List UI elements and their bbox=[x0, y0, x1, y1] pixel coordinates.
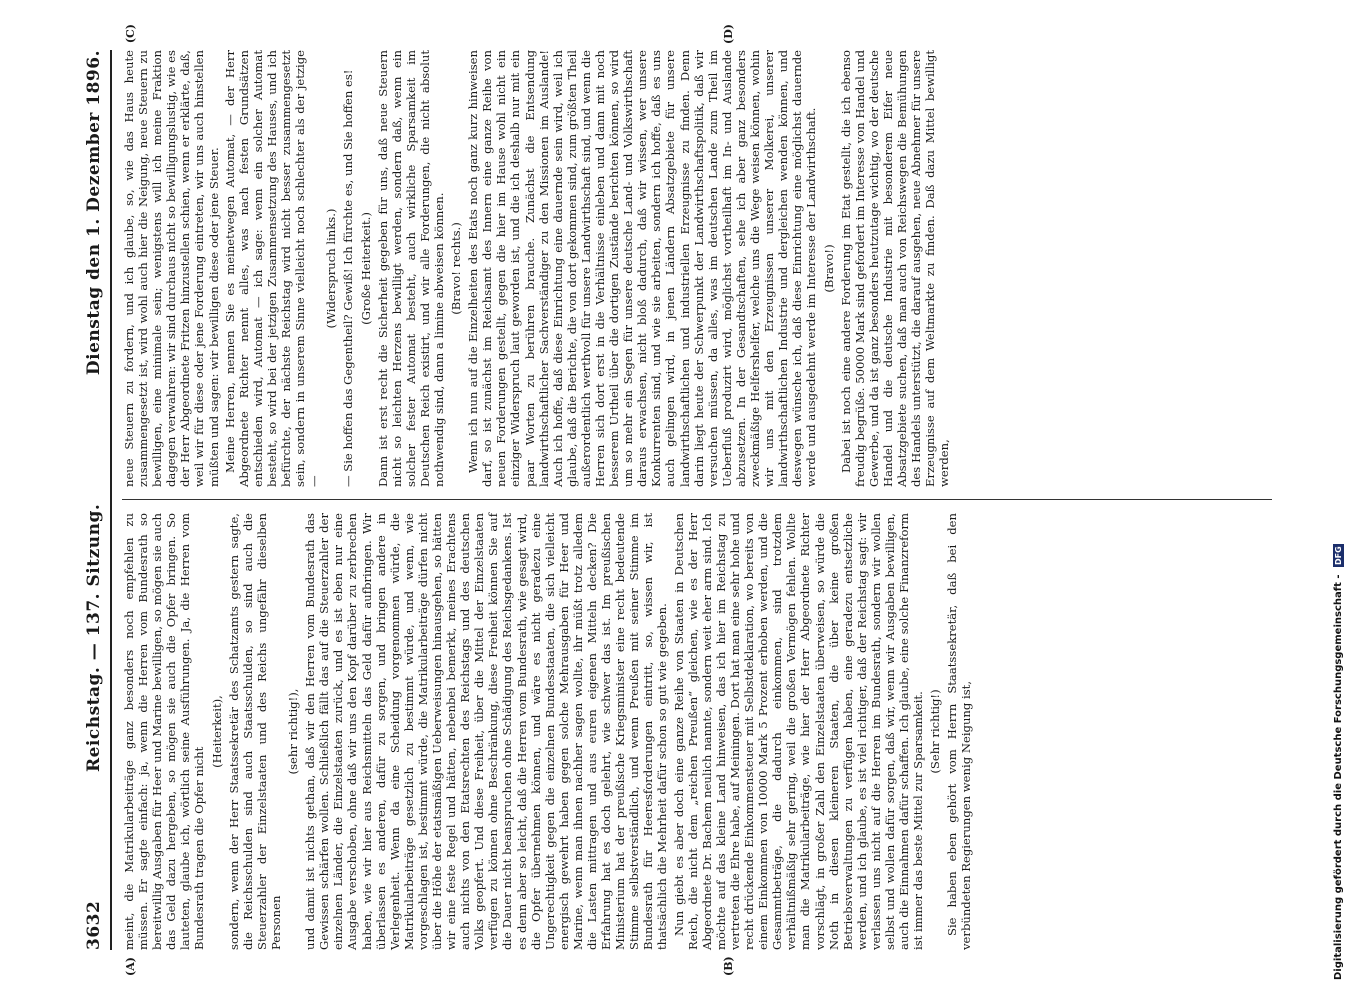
page-number: 3632 bbox=[83, 900, 104, 950]
right-column bbox=[121, 24, 1272, 487]
paragraph: — Sie hoffen das Gegentheil? Gewiß! Ich fürchte es, und Sie hoffen es! bbox=[340, 69, 355, 487]
document-page bbox=[62, 20, 1292, 980]
digitization-note bbox=[1333, 20, 1351, 980]
paragraph: Nun giebt es aber doch eine ganze Reihe von Staaten in Deutschen Reich, die nicht dem „reichen Preußen“ gleichen, wie es der Herr Abgeordnete Dr. Bachem neulich nannte, sondern weit eher arm sind. Ich möchte auf das kleine Land hinweisen, das ich hier im Reichstag zu vertreten die Ehre habe, auf Meiningen. Dort hat man eine sehr hohe und recht drückende Einkommensteuer mit Selbstdeklaration, wo bereits von einem Einkommen von 10000 Mark 5 Prozent erhoben werden, und die Gesammtbeträge, die dadurch einkommen, sind trotzdem verhältnißmäßig sehr gering, weil die großen Vermögen fehlen. Wollte man die Matrikularbeiträge, wie hier der Herr Abgeordnete Richter vorschlägt, in großer Zahl den Einzelstaaten überweisen, so würde die Noth in diesen kleineren Staaten, die über keine großen Betriebsverwaltungen zu verfügen haben, eine geradezu entsetzliche werden, und ich glaube, es ist viel richtiger, daß der Reichstag sagt: wir verlassen uns nicht auf die Herren im Bundesrath, sondern wir wollen selbst und wollen dafür sorgen, daß wir, wenn wir Ausgaben bewilligen, auch die Einnahmen dafür schaffen. Ich glaube, eine solche Finanzreform ist immer das beste Mittel zur Sparsamkeit. bbox=[671, 513, 925, 950]
paragraph: Dann ist erst recht die Sicherheit gegeben für uns, daß neue Steuern nicht so leichten Herzens bewilligt werden, sondern daß, wenn ein solcher fester Automat besteht, auch wirkliche Sparsamkeit im Deutschen Reich existirt, und wir alle Forderungen, die nicht absolut nothwendig sind, dann a limine abweisen können. bbox=[375, 50, 446, 487]
right-column-body bbox=[122, 50, 951, 487]
margin-marker-d: (D) bbox=[721, 24, 735, 44]
text-columns bbox=[121, 24, 1272, 976]
paragraph: Wenn ich nun auf die Einzelheiten des Etats noch ganz kurz hinweisen darf, so ist zunächst im Reichsamt des Innern eine ganze Reihe von neuen Forderungen gestellt, gegen die hier im Hause wohl nicht ein einziger Widerspruch laut geworden ist, und die ich deshalb nur mit ein paar Worten zu berühren brauche. Zunächst die Entsendung landwirthschaftlicher Sachverständiger zu den Missionen im Auslande! Auch ich hoffe, daß diese Einrichtung eine dauernde sein wird, weil ich glaube, daß die Berichte, die von dort gekommen sind, zum größten Theil außerordentlich werthvoll für unsere Landwirthschaft sind, und wenn die Herren sich dort erst in die Verhältnisse einleben und dann mit noch besserem Urtheil über die dortigen Zustände berichten können, so wird um so mehr ein Segen für unsere deutsche Land- und Volkswirthschaft daraus erwachsen, nicht bloß dadurch, daß wir wissen, wer unsere Konkurrenten sind, und wie sie arbeiten, sondern ich hoffe, daß es uns auch gelingen wird, in jenen Ländern Absatzgebiete für unsere landwirthschaftlichen und industriellen Erzeugnisse zu finden. Denn darin liegt heute der Schwerpunkt der Landwirthschaftspolitik, daß wir versuchen müssen, da alles, was im deutschen Lande zum Theil im Ueberfluß produzirt wird, möglichst vortheilhaft im In- und Auslande abzusetzen. In der Gesandtschaften, sehe ich aber ganz besonders zweckmäßige Helfershelfer, welche uns die Wege weisen können, wohin wir uns mit den Erzeugnissen unserer Molkerei, unserer landwirthschaftlichen Industrie und dergleichen wenden können, und deswegen wünsche ich, daß diese Einrichtung eine möglichst dauernde werde und ausgedehnt werde im Interesse der Landwirthschaft. bbox=[465, 50, 818, 487]
paragraph: Meine Herren, nennen Sie es meinetwegen Automat, — der Herr Abgeordnete Richter nennt alles, was nach festen Grundsätzen entschieden wird, Automat — ich sage: wenn ein solcher Automat besteht, so wird bei der jetzigen Zusammensetzung des Hauses, und ich befürchte, der nächste Reichstag wird nicht besser zusammengesetzt sein, sondern in unserem Sinne vielleicht noch schlechter als der jetzige — bbox=[222, 50, 321, 487]
paragraph: und damit ist nichts gethan, daß wir den Herren vom Bundesrath das Gewissen schärfen wollen. Schließlich fällt das auf die Steuerzahler der einzelnen Länder, die Einzelstaaten zurück, und es ist eben nur eine Ausgabe verschoben, ohne daß wir uns den Kopf darüber zu zerbrechen haben, wie wir hier aus Reichsmitteln das Geld dafür aufbringen. Wir überlassen es anderen, dafür zu sorgen, und bringen andere in Verlegenheit. Wenn da eine Scheidung vorgenommen würde, die Matrikularbeiträge gesetzlich zu bestimmt würde, und wenn, wie vorgeschlagen ist, bestimmt würde, die Matrikularbeiträge dürfen nicht über die Höhe der etatsmäßigen Ueberweisungen hinausgehen, so hätten wir eine feste Regel und hätten, nebenbei bemerkt, meines Erachtens auch nichts von den Etatsrechten des Reichstags und des deutschen Volks geopfert. Und diese Freiheit, über die Mittel der Einzelstaaten verfügen zu können ohne Beschränkung, diese Freiheit können Sie auf die Dauer nicht beanspruchen ohne Schädigung des Reichsgedankens. Ist es denn aber so leicht, daß die Herren vom Bundesrath, wie gesagt wird, die Opfer übernehmen können, und wäre es nicht geradezu eine Ungerechtigkeit gegen die einzelnen Bundesstaaten, die sich vielleicht energisch gewehrt haben gegen solche Mehrausgaben für Heer und Marine, wenn man ihnen nachher sagen wollte, ihr müßt trotz alledem die Lasten mittragen und aus euren eigenen Mitteln decken? Die Erfahrung hat es doch gelehrt, wie schwer das ist. Im preußischen Ministerium hat der preußische Kriegsminister eine recht bedeutende Stimme selbstverständlich, und wenn Preußen mit seiner Stimme im Bundesrath für Heeresforderungen eintritt, so, wissen wir, ist thatsächlich die Mehrheit dafür schon so gut wie gegeben. bbox=[302, 513, 669, 950]
dfg-logo: DFG bbox=[1334, 546, 1343, 565]
paragraph: meint, die Matrikularbeiträge ganz besonders noch empfehlen zu müssen. Er sagte einfach: ja, wenn die Herren vom Bundesrath so bereitwillig Ausgaben für Heer und Marine bewilligen, so mögen sie auch das Geld dazu hergeben, so mögen sie auch die Opfer bringen. So lauteten, glaube ich, wörtlich seine Ausführungen. Ja, die Herren vom Bundesrath tragen die Opfer nicht bbox=[121, 513, 206, 950]
paragraph: Dabei ist noch eine andere Forderung im Etat gestellt, die ich ebenso freudig begrüße. 50000 Mark sind gefordert im Interesse von Handel und Gewerbe, und da ist ganz besonders heutzutage wichtig, wo der deutsche Handel und die deutsche Industrie mit besonderem Eifer neue Absatzgebiete suchen, daß man auch von Reichswegen die Bemühungen des Handels unterstützt, die darauf ausgehen, neue Abnehmer für unsere Erzeugnisse auf dem Weltmarkte zu finden. Daß dazu Mittel bewilligt werden, bbox=[838, 50, 951, 487]
digitization-text: Digitalisierung gefördert durch die Deutsche Forschungsgemeinschaft - bbox=[1333, 574, 1344, 980]
interjection: (Bravo!) bbox=[821, 244, 835, 293]
margin-marker-c: (C) bbox=[123, 24, 137, 44]
left-column-body bbox=[122, 513, 974, 950]
interjection: (sehr richtig!), bbox=[285, 688, 300, 775]
session-date: Dienstag den 1. Dezember 1896. bbox=[83, 50, 104, 376]
interjection: (Widerspruch links.) bbox=[323, 208, 338, 329]
paragraph: Sie haben eben gehört vom Herrn Staatssekretär, daß bei den verbündeten Regierungen wenig Neigung ist, bbox=[944, 513, 973, 950]
paragraph: neue Steuern zu fordern, und ich glaube, so, wie das Haus heute zusammengesetzt ist, wird wohl auch hier die Neigung, neue Steuern zu bewilligen, eine minimale sein; wenigstens will ich meine Fraktion dagegen verwahren: wir sind durchaus nicht so bewilligungslustig, wie es der Herr Abgeordnete Fritzen hinzustellen schien, wenn er erklärte, daß, weil wir für diese oder jene Forderung eintreten, wir uns auch hinstellen müßten und sagen: wir bewilligen diese oder jene Steuer. bbox=[121, 50, 221, 487]
left-column bbox=[121, 513, 1272, 976]
page-header bbox=[84, 50, 112, 950]
paragraph: sondern, wenn der Herr Staatssekretär des Schatzamts gestern sagte, die Reichsschulden sind auch Staatsschulden, so sind auch die Steuerzahler der Einzelstaaten und des Reichs ungefähr dieselben Personen bbox=[226, 513, 283, 950]
session-title: Reichstag. — 137. Sitzung. bbox=[83, 503, 104, 773]
interjection: (Heiterkeit), bbox=[209, 695, 224, 768]
interjection: (Bravo! rechts.) bbox=[448, 222, 463, 315]
column-divider bbox=[122, 499, 1272, 500]
margin-marker-b: (B) bbox=[721, 956, 735, 976]
margin-marker-a: (A) bbox=[123, 957, 137, 976]
interjection: (Sehr richtig!) bbox=[927, 689, 942, 774]
interjection: (Große Heiterkeit.) bbox=[358, 212, 372, 325]
